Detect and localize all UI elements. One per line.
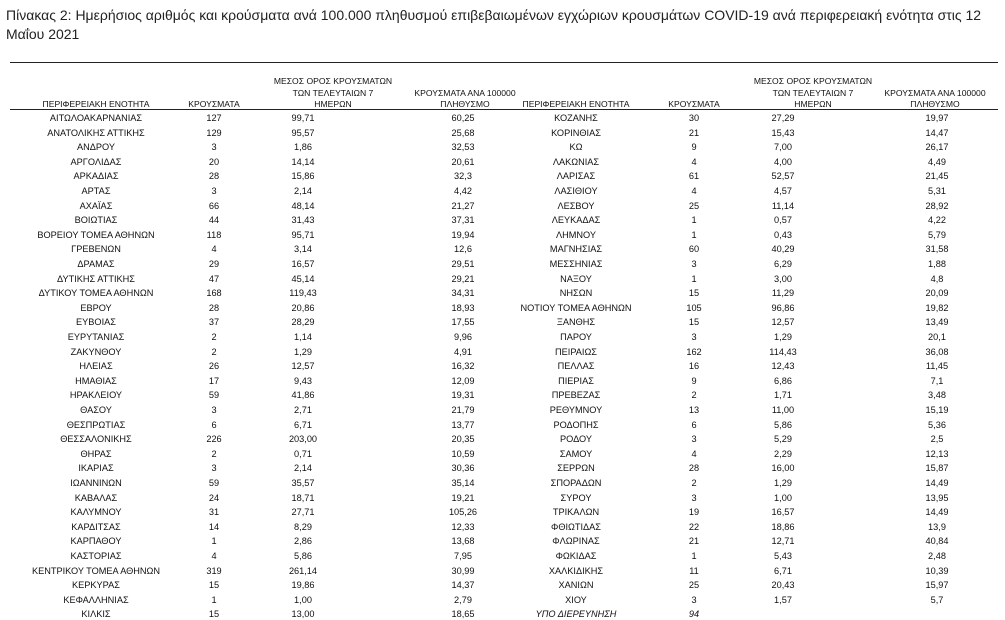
left-cell-avg7: 261,14 [288,565,318,576]
right-cell-cases: 61 [688,171,700,182]
left-cell-region: ΕΥΡΥΤΑΝΙΑΣ [67,332,125,342]
right-cell-per100k: 19,82 [925,302,949,313]
left-cell-cases: 168 [206,288,222,299]
left-cell-region: ΕΒΡΟΥ [80,302,112,313]
left-cell-per100k: 21,79 [451,405,475,415]
left-cell-avg7: 15,86 [291,171,315,182]
right-cell-per100k: 14,47 [925,127,949,138]
left-cell-region: ΕΥΒΟΙΑΣ [76,317,116,328]
right-cell-region: ΣΕΡΡΩΝ [557,463,595,474]
right-cell-region: ΣΠΟΡΑΔΩΝ [550,478,602,488]
left-cell-avg7: 203,00 [288,434,318,445]
right-cell-avg7: 12,57 [771,317,795,328]
left-cell-cases: 129 [206,127,222,138]
right-cell-region: ΣΑΜΟΥ [559,448,593,459]
right-cell-avg7: 16,57 [771,507,795,518]
right-cell-region: ΡΟΔΟΠΗΣ [553,419,599,430]
left-cell-per100k: 10,59 [451,448,475,459]
right-cell-per100k: 19,97 [925,113,949,123]
left-cell-avg7: 27,71 [291,507,315,518]
right-cell-region: ΜΕΣΣΗΝΙΑΣ [549,259,603,269]
right-cell-avg7: 7,00 [774,142,792,153]
left-cell-cases: 26 [208,361,220,372]
right-cell-per100k: 20,09 [925,288,949,299]
right-cell-per100k: 3,48 [928,390,946,401]
right-cell-cases: 11 [689,565,699,576]
right-cell-region: ΡΕΘΥΜΝΟΥ [549,405,603,415]
left-cell-cases: 24 [208,492,220,503]
right-cell-cases: 19 [688,507,700,518]
left-cell-cases: 226 [206,434,222,445]
right-cell-per100k: 13,49 [925,317,949,328]
left-cell-cases: 28 [208,171,220,182]
left-cell-avg7: 13,00 [291,609,315,620]
right-cell-per100k: 10,39 [925,565,949,576]
right-cell-region: ΚΩ [569,142,583,153]
left-cell-cases: 59 [208,478,220,488]
left-cell-region: ΑΙΤΩΛΟΑΚΑΡΝΑΝΙΑΣ [49,113,143,123]
left-cell-per100k: 25,68 [451,127,475,138]
right-cell-cases: 60 [688,244,700,255]
right-cell-region: ΠΕΛΛΑΣ [557,361,595,372]
left-cell-avg7: 95,71 [291,229,315,240]
right-cell-per100k: 15,97 [925,580,949,591]
left-cell-region: ΘΗΡΑΣ [80,448,112,459]
right-cell-avg7: 52,57 [771,171,795,182]
right-cell-cases: 6 [691,419,697,430]
header-avg7-line1: ΜΕΣΟΣ ΟΡΟΣ ΚΡΟΥΣΜΑΤΩΝ [273,76,393,86]
right-cell-per100k: 4,22 [928,215,946,226]
left-cell-avg7: 2,14 [294,463,312,474]
left-cell-region: ΒΟΙΩΤΙΑΣ [74,215,118,226]
right-cell-region: ΝΗΣΩΝ [559,288,593,299]
right-cell-per100k: 13,95 [925,492,949,503]
left-cell-avg7: 6,71 [294,419,312,430]
right-cell-cases: 25 [688,200,700,211]
right-cell-cases: 21 [688,127,700,138]
right-cell-cases: 4 [691,186,697,196]
right-cell-per100k: 28,92 [925,200,949,211]
header-bottom-rule [10,109,998,110]
left-cell-avg7: 41,86 [291,390,315,401]
left-cell-per100k: 21,27 [451,200,475,211]
left-cell-avg7: 16,57 [291,259,315,269]
right-cell-avg7: 20,43 [771,580,795,591]
left-cell-region: ΚΑΡΔΙΤΣΑΣ [71,521,121,532]
right-cell-region: ΠΙΕΡΙΑΣ [558,375,594,386]
right-cell-region: ΦΘΙΩΤΙΔΑΣ [550,521,601,532]
left-cell-per100k: 12,33 [451,521,475,532]
header-region: ΠΕΡΙΦΕΡΕΙΑΚΗ ΕΝΟΤΗΤΑ [42,99,150,109]
left-cell-region: ΚΕΡΚΥΡΑΣ [72,580,120,591]
right-cell-avg7: 4,57 [774,186,792,196]
right-cell-cases: 1 [691,273,697,284]
left-cell-per100k: 12,6 [454,244,472,255]
right-cell-per100k: 4,8 [930,273,944,284]
right-cell-per100k: 7,1 [930,375,944,386]
left-cell-per100k: 9,96 [454,332,472,342]
right-cell-cases: 1 [691,229,697,240]
right-cell-avg7: 1,29 [774,478,792,488]
left-cell-cases: 127 [206,113,222,123]
left-cell-avg7: 48,14 [291,200,315,211]
left-cell-per100k: 19,31 [451,390,475,401]
right-cell-avg7: 0,43 [774,229,792,240]
left-cell-cases: 2 [211,332,217,342]
left-cell-avg7: 2,14 [294,186,312,196]
left-cell-per100k: 13,77 [451,419,475,430]
right-cell-region: ΛΑΣΙΘΙΟΥ [554,186,598,196]
left-cell-avg7: 8,29 [294,521,312,532]
right-cell-per100k: 20,1 [928,332,946,342]
left-cell-region: ΘΕΣΣΑΛΟΝΙΚΗΣ [60,434,132,445]
right-cell-per100k: 5,31 [928,186,946,196]
left-cell-avg7: 2,71 [294,405,312,415]
right-cell-region: ΧΑΝΙΩΝ [558,580,594,591]
left-cell-region: ΙΩΑΝΝΙΝΩΝ [70,478,122,488]
left-cell-per100k: 20,61 [451,156,475,167]
left-cell-region: ΚΕΦΑΛΛΗΝΙΑΣ [63,594,129,605]
right-cell-avg7: 12,71 [771,536,795,547]
right-cell-per100k: 15,87 [925,463,949,474]
left-cell-per100k: 105,26 [448,507,478,518]
left-cell-avg7: 1,14 [294,332,312,342]
header-per100k-2-line2: ΠΛΗΘΥΣΜΟ [910,99,960,109]
right-cell-cases: 16 [688,361,700,372]
left-cell-per100k: 4,42 [454,186,472,196]
right-cell-region: ΝΑΞΟΥ [560,273,592,284]
right-cell-cases: 9 [691,375,697,386]
left-cell-cases: 15 [208,609,220,620]
right-cell-region: ΝΟΤΙΟΥ ΤΟΜΕΑ ΑΘΗΝΩΝ [520,302,632,313]
left-cell-per100k: 32,3 [454,171,472,182]
left-cell-per100k: 4,91 [454,346,472,357]
left-cell-per100k: 16,32 [451,361,475,372]
right-cell-avg7: 1,71 [774,390,792,401]
left-cell-avg7: 18,71 [291,492,315,503]
right-cell-region: ΚΟΡΙΝΘΙΑΣ [551,127,601,138]
right-cell-region: ΠΕΙΡΑΙΩΣ [555,346,597,357]
left-cell-region: ΗΜΑΘΙΑΣ [75,375,117,386]
right-cell-region: ΛΑΡΙΣΑΣ [556,171,596,182]
left-cell-avg7: 5,86 [294,551,312,561]
right-cell-avg7: 1,57 [774,594,792,605]
right-cell-avg7: 96,86 [771,302,795,313]
right-cell-region: ΛΑΚΩΝΙΑΣ [552,156,600,167]
left-cell-avg7: 31,43 [291,215,315,226]
left-cell-cases: 28 [208,302,220,313]
right-cell-avg7: 40,29 [771,244,795,255]
header-cases-2: ΚΡΟΥΣΜΑΤΑ [668,99,720,109]
left-cell-cases: 3 [211,186,217,196]
right-cell-per100k: 31,58 [925,244,949,255]
left-cell-region: ΔΥΤΙΚΗΣ ΑΤΤΙΚΗΣ [57,273,135,284]
right-cell-region: ΥΠΟ ΔΙΕΡΕΥΝΗΣΗ [535,609,617,620]
right-cell-per100k: 2,5 [930,434,944,445]
right-cell-region: ΠΡΕΒΕΖΑΣ [551,390,601,401]
left-cell-avg7: 20,86 [291,302,315,313]
header-per100k-line1: ΚΡΟΥΣΜΑΤΑ ΑΝΑ 100000 [414,88,516,98]
left-cell-avg7: 28,29 [291,317,315,328]
left-cell-region: ΑΝΔΡΟΥ [76,142,115,153]
left-cell-per100k: 7,95 [454,551,472,561]
left-cell-avg7: 3,14 [294,244,312,255]
right-cell-region: ΡΟΔΟΥ [559,434,592,445]
left-cell-cases: 15 [208,580,220,591]
right-cell-per100k: 14,49 [925,507,949,518]
right-cell-cases: 94 [688,609,700,620]
right-cell-avg7: 6,86 [774,375,792,386]
left-cell-region: ΘΑΣΟΥ [80,405,112,415]
header-per100k-line2: ΠΛΗΘΥΣΜΟ [440,99,490,109]
right-cell-cases: 25 [688,580,700,591]
left-cell-region: ΖΑΚΥΝΘΟΥ [70,346,122,357]
table-title: Πίνακας 2: Ημερήσιος αριθμός και κρούσματα ανά 100.000 πληθυσμού επιβεβαιωμένων εγχώριων κρουσμάτων COVID-19 ανά περιφερειακή ενότητα στις 12 Μαΐου 2021 [6,7,982,42]
right-cell-region: ΛΕΣΒΟΥ [557,200,595,211]
right-cell-per100k: 15,19 [925,405,949,415]
right-cell-avg7: 11,29 [771,288,795,299]
right-cell-cases: 22 [688,521,700,532]
left-cell-per100k: 12,09 [451,375,475,386]
right-cell-avg7: 12,43 [771,361,795,372]
right-cell-per100k: 4,49 [928,156,946,167]
left-cell-region: ΔΡΑΜΑΣ [77,259,115,269]
right-cell-cases: 3 [691,434,697,445]
header-avg7-line3: ΗΜΕΡΩΝ [314,99,352,109]
header-avg7-2-line1: ΜΕΣΟΣ ΟΡΟΣ ΚΡΟΥΣΜΑΤΩΝ [753,76,873,86]
left-cell-region: ΚΙΛΚΙΣ [81,609,111,620]
right-cell-cases: 9 [691,142,697,153]
left-cell-per100k: 30,36 [451,463,475,474]
right-cell-cases: 15 [688,288,700,299]
right-cell-avg7: 4,00 [774,156,792,167]
left-cell-per100k: 29,21 [451,273,475,284]
right-cell-per100k: 40,84 [925,536,949,547]
left-cell-region: ΗΡΑΚΛΕΙΟΥ [69,390,123,401]
right-cell-avg7: 1,29 [774,332,792,342]
left-cell-per100k: 29,51 [451,259,475,269]
right-cell-region: ΧΑΛΚΙΔΙΚΗΣ [548,565,604,576]
left-cell-cases: 1 [211,536,217,547]
left-cell-avg7: 1,00 [294,594,312,605]
left-cell-avg7: 99,71 [291,113,315,123]
left-cell-cases: 20 [208,156,220,167]
left-cell-per100k: 19,21 [451,492,475,503]
right-cell-region: ΦΩΚΙΔΑΣ [555,551,597,561]
right-cell-avg7: 1,00 [774,492,792,503]
left-cell-per100k: 35,14 [451,478,475,488]
right-cell-region: ΛΕΥΚΑΔΑΣ [551,215,601,226]
right-cell-cases: 3 [691,332,697,342]
left-cell-region: ΚΑΛΥΜΝΟΥ [70,507,122,518]
left-cell-cases: 319 [206,565,222,576]
right-cell-per100k: 26,17 [925,142,949,153]
right-cell-avg7: 6,29 [774,259,792,269]
right-cell-avg7: 114,43 [769,346,797,357]
right-cell-cases: 1 [691,551,697,561]
header-region-2: ΠΕΡΙΦΕΡΕΙΑΚΗ ΕΝΟΤΗΤΑ [522,99,630,109]
right-cell-avg7: 16,00 [771,463,795,474]
left-cell-region: ΑΧΑΪΑΣ [79,200,113,211]
left-cell-region: ΚΕΝΤΡΙΚΟΥ ΤΟΜΕΑ ΑΘΗΝΩΝ [31,565,161,576]
right-cell-per100k: 12,13 [925,448,949,459]
left-cell-cases: 2 [211,448,217,459]
left-cell-region: ΑΡΓΟΛΙΔΑΣ [70,156,122,167]
right-cell-cases: 3 [691,259,697,269]
left-cell-per100k: 60,25 [451,113,475,123]
right-cell-avg7: 3,00 [774,273,792,284]
left-cell-region: ΘΕΣΠΡΩΤΙΑΣ [66,419,126,430]
right-cell-avg7: 5,29 [774,434,792,445]
left-cell-region: ΓΡΕΒΕΝΩΝ [71,244,121,255]
header-per100k-2-line1: ΚΡΟΥΣΜΑΤΑ ΑΝΑ 100000 [884,88,986,98]
left-cell-per100k: 17,55 [451,317,475,328]
right-cell-cases: 1 [691,215,697,226]
right-cell-region: ΛΗΜΝΟΥ [555,229,597,240]
header-avg7-2-line3: ΗΜΕΡΩΝ [794,99,832,109]
left-cell-cases: 2 [211,346,217,357]
left-cell-per100k: 18,65 [451,609,475,620]
right-cell-avg7: 18,86 [771,521,795,532]
right-cell-cases: 4 [691,156,697,167]
left-cell-cases: 3 [211,405,217,415]
left-cell-per100k: 14,37 [451,580,475,591]
left-cell-avg7: 0,71 [294,448,312,459]
right-cell-region: ΞΑΝΘΗΣ [556,317,596,328]
right-cell-cases: 4 [691,448,697,459]
right-cell-region: ΠΑΡΟΥ [560,332,592,342]
right-cell-per100k: 21,45 [925,171,949,182]
left-cell-region: ΗΛΕΙΑΣ [79,361,113,372]
right-cell-per100k: 5,7 [930,594,944,605]
left-cell-cases: 6 [211,419,217,430]
right-cell-cases: 2 [691,478,697,488]
right-cell-region: ΧΙΟΥ [565,594,587,605]
right-cell-per100k: 1,88 [928,259,946,269]
header-avg7-line2: ΤΩΝ ΤΕΛΕΥΤΑΙΩΝ 7 [292,88,374,98]
left-cell-region: ΑΡΤΑΣ [81,186,111,196]
right-cell-cases: 105 [686,302,702,313]
left-cell-region: ΚΑΒΑΛΑΣ [74,492,118,503]
left-cell-per100k: 13,68 [451,536,475,547]
left-cell-avg7: 45,14 [291,273,315,284]
right-cell-avg7: 6,71 [774,565,792,576]
right-cell-cases: 30 [688,113,700,123]
header-avg7-2-line2: ΤΩΝ ΤΕΛΕΥΤΑΙΩΝ 7 [772,88,854,98]
left-cell-cases: 3 [211,142,217,153]
right-cell-avg7: 11,00 [771,405,795,415]
left-cell-cases: 118 [206,229,222,240]
right-cell-cases: 2 [691,390,697,401]
right-cell-region: ΚΟΖΑΝΗΣ [554,113,598,123]
left-cell-per100k: 37,31 [451,215,475,226]
left-cell-cases: 59 [208,390,220,401]
left-cell-avg7: 1,29 [294,346,312,357]
right-cell-avg7: 5,43 [774,551,792,561]
right-cell-per100k: 5,79 [928,229,946,240]
right-cell-avg7: 2,29 [774,448,792,459]
right-cell-cases: 15 [688,317,700,328]
right-cell-avg7: 11,14 [771,200,795,211]
left-cell-cases: 66 [208,200,220,211]
left-cell-region: ΔΥΤΙΚΟΥ ΤΟΜΕΑ ΑΘΗΝΩΝ [38,288,154,299]
left-cell-per100k: 2,79 [454,594,472,605]
left-cell-cases: 1 [211,594,217,605]
left-cell-per100k: 30,99 [451,565,475,576]
right-cell-region: ΤΡΙΚΑΛΩΝ [552,507,600,518]
right-cell-region: ΜΑΓΝΗΣΙΑΣ [549,244,603,255]
left-cell-region: ΚΑΣΤΟΡΙΑΣ [70,551,122,561]
left-cell-cases: 17 [208,375,220,386]
right-cell-per100k: 11,45 [925,361,949,372]
left-cell-cases: 4 [211,244,217,255]
left-cell-per100k: 20,35 [451,434,475,445]
right-cell-cases: 3 [691,594,697,605]
left-cell-cases: 44 [208,215,220,226]
left-cell-region: ΒΟΡΕΙΟΥ ΤΟΜΕΑ ΑΘΗΝΩΝ [37,229,155,240]
left-cell-avg7: 35,57 [291,478,315,488]
right-cell-per100k: 13,9 [928,521,946,532]
right-cell-avg7: 27,29 [771,113,795,123]
left-cell-avg7: 9,43 [294,375,312,386]
left-cell-avg7: 12,57 [291,361,315,372]
left-cell-per100k: 34,31 [451,288,475,299]
left-cell-cases: 29 [208,259,220,269]
left-cell-cases: 14 [208,521,220,532]
left-cell-avg7: 1,86 [294,142,312,153]
left-cell-avg7: 19,86 [291,580,315,591]
right-cell-cases: 28 [688,463,700,474]
left-cell-region: ΙΚΑΡΙΑΣ [78,463,114,474]
right-cell-cases: 3 [691,492,697,503]
left-cell-avg7: 119,43 [289,288,317,299]
left-cell-cases: 47 [208,273,220,284]
right-cell-region: ΦΛΩΡΙΝΑΣ [552,536,600,547]
right-cell-per100k: 5,36 [928,419,946,430]
right-cell-avg7: 5,86 [774,419,792,430]
right-cell-cases: 13 [688,405,700,415]
right-cell-avg7: 15,43 [771,127,795,138]
left-cell-per100k: 32,53 [451,142,475,153]
left-cell-per100k: 19,94 [451,229,475,240]
header-cases: ΚΡΟΥΣΜΑΤΑ [188,99,240,109]
right-cell-cases: 162 [686,346,702,357]
left-cell-cases: 31 [208,507,220,518]
right-cell-per100k: 14,49 [925,478,949,488]
left-cell-per100k: 18,93 [451,302,475,313]
right-cell-avg7: 0,57 [774,215,792,226]
left-cell-avg7: 95,57 [291,127,315,138]
right-cell-per100k: 36,08 [925,346,949,357]
left-cell-region: ΚΑΡΠΑΘΟΥ [70,536,122,547]
left-cell-region: ΑΝΑΤΟΛΙΚΗΣ ΑΤΤΙΚΗΣ [47,127,145,138]
left-cell-cases: 3 [211,463,217,474]
right-cell-per100k: 2,48 [928,551,946,561]
table-top-rule [10,62,998,63]
right-cell-cases: 21 [688,536,700,547]
left-cell-cases: 4 [211,551,217,561]
left-cell-avg7: 14,14 [291,156,315,167]
left-cell-region: ΑΡΚΑΔΙΑΣ [73,171,119,182]
left-cell-avg7: 2,86 [294,536,312,547]
left-cell-cases: 37 [208,317,220,328]
right-cell-region: ΣΥΡΟΥ [560,492,592,503]
